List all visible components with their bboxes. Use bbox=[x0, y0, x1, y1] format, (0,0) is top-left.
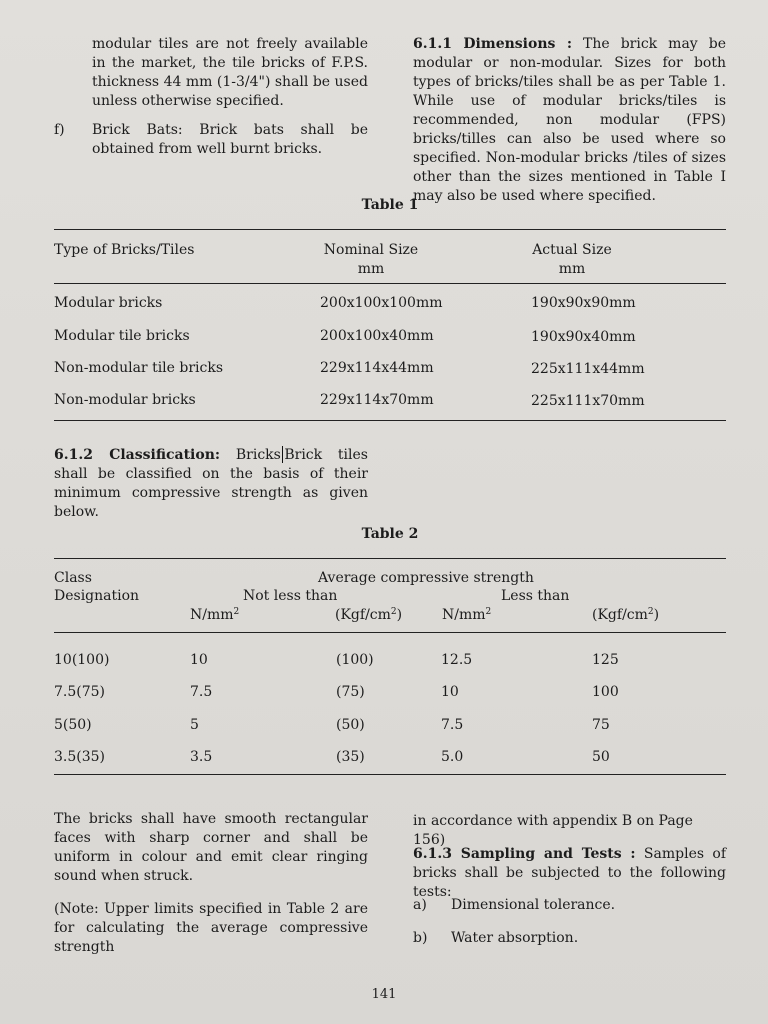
table1-cell-type: Non-modular tile bricks bbox=[54, 360, 224, 376]
paragraph-brick-faces: The bricks shall have smooth rectangular faces with sharp corner and shall be uniform in colour and emit clear ringing sound when struck. bbox=[54, 811, 368, 884]
table1-header-actual-unit: mm bbox=[558, 261, 586, 277]
table2-top-rule bbox=[54, 558, 726, 559]
table2-cell-nl-n: 10 bbox=[190, 652, 208, 668]
section-6-1-3-text: Samples of bricks shall be subjected to the following tests: bbox=[413, 846, 726, 900]
table1-cell-nominal: 229x114x44mm bbox=[320, 360, 434, 376]
table2-header-designation: Designation bbox=[54, 588, 140, 604]
table1-bottom-rule bbox=[54, 420, 726, 421]
section-6-1-2-classification bbox=[54, 446, 368, 522]
table2-header-rule bbox=[54, 632, 726, 633]
paragraph-modular-tiles: modular tiles are not freely available in the market, the tile bricks of F.P.S. thickness 44 mm (1-3/4") shall be used unless otherwise specified. bbox=[92, 36, 368, 109]
table2-cell-lt-kgf: 75 bbox=[592, 717, 610, 733]
table1-cell-type: Modular bricks bbox=[54, 295, 163, 311]
table2-cell-lt-kgf: 125 bbox=[592, 652, 619, 668]
table2-cell-lt-n: 5.0 bbox=[441, 749, 464, 765]
table2-cell-class: 3.5(35) bbox=[54, 749, 106, 765]
paragraph-appendix-continuation: in accordance with appendix B on Page 156) bbox=[413, 813, 693, 848]
item-f-brick-bats: Brick Bats: Brick bats shall be obtained from well burnt bricks. bbox=[92, 122, 368, 157]
table2-cell-nl-n: 5 bbox=[190, 717, 199, 733]
table2-cell-class: 10(100) bbox=[54, 652, 110, 668]
table1-header-nominal: Nominal Size bbox=[323, 242, 419, 258]
list-item-text: Dimensional tolerance. bbox=[451, 897, 616, 913]
table1-header-nominal-unit: mm bbox=[357, 261, 385, 277]
classification-text-rest: Brick tiles shall be classified on the basis of their minimum compressive strength as given below. bbox=[54, 447, 368, 520]
table2-cell-lt-kgf: 100 bbox=[592, 684, 619, 700]
table2-cell-class: 7.5(75) bbox=[54, 684, 106, 700]
table2-cell-lt-n: 7.5 bbox=[441, 717, 464, 733]
table2-cell-nl-n: 3.5 bbox=[190, 749, 213, 765]
table1-cell-type: Non-modular bricks bbox=[54, 392, 196, 408]
table1-top-rule bbox=[54, 229, 726, 230]
table2-cell-nl-n: 7.5 bbox=[190, 684, 213, 700]
list-item-label: a) bbox=[413, 897, 427, 913]
table2-header-less-than: Less than bbox=[501, 588, 570, 604]
table1-cell-actual: 225x111x70mm bbox=[531, 393, 645, 409]
table2-header-lt-n-mm2: $N/mm^2$ bbox=[442, 607, 492, 623]
table2-header-nl-kgf-cm2: $(Kgf/cm^2)$ bbox=[335, 607, 403, 623]
section-6-1-3-heading: 6.1.3 Sampling and Tests : bbox=[413, 846, 636, 862]
page-number: 141 bbox=[371, 987, 397, 1002]
table2-cell-lt-n: 12.5 bbox=[441, 652, 473, 668]
table1-cell-nominal: 229x114x70mm bbox=[320, 392, 434, 408]
table2-cell-nl-kgf: (50) bbox=[336, 717, 365, 733]
table2-title: Table 2 bbox=[361, 526, 419, 542]
section-6-1-2-heading: 6.1.2 Classification: bbox=[54, 447, 221, 463]
list-item-label: b) bbox=[413, 930, 428, 946]
table2-cell-lt-n: 10 bbox=[441, 684, 459, 700]
table1-header-actual: Actual Size bbox=[532, 242, 612, 258]
table2-cell-class: 5(50) bbox=[54, 717, 92, 733]
table1-cell-nominal: 200x100x40mm bbox=[320, 328, 434, 344]
table1-cell-type: Modular tile bricks bbox=[54, 328, 190, 344]
item-f-label: f) bbox=[54, 122, 65, 138]
section-6-1-1-heading: 6.1.1 Dimensions : bbox=[413, 36, 572, 52]
section-6-1-3-sampling bbox=[413, 845, 726, 902]
table2-cell-lt-kgf: 50 bbox=[592, 749, 610, 765]
table2-header-lt-kgf-cm2: $(Kgf/cm^2)$ bbox=[592, 607, 660, 623]
table1-cell-actual: 225x111x44mm bbox=[531, 361, 645, 377]
table2-cell-nl-kgf: (75) bbox=[336, 684, 365, 700]
table1-header-type: Type of Bricks/Tiles bbox=[54, 242, 195, 258]
table1-cell-nominal: 200x100x100mm bbox=[320, 295, 443, 311]
table2-cell-nl-kgf: (35) bbox=[336, 749, 365, 765]
table1-header-rule bbox=[54, 283, 726, 284]
table2-header-nl-n-mm2: $N/mm^2$ bbox=[190, 607, 240, 623]
classification-text-bricks: Bricks bbox=[235, 447, 281, 463]
list-item-text: Water absorption. bbox=[451, 930, 579, 946]
table1-title: Table 1 bbox=[361, 197, 419, 213]
table2-cell-nl-kgf: (100) bbox=[336, 652, 374, 668]
table2-header-average-strength: Average compressive strength bbox=[318, 570, 534, 586]
paragraph-note-upper-limits: (Note: Upper limits specified in Table 2 are for calculating the average compressive strength bbox=[54, 901, 368, 955]
table2-header-class: Class bbox=[54, 570, 92, 586]
table1-cell-actual: 190x90x40mm bbox=[531, 329, 636, 345]
section-6-1-1-text: The brick may be modular or non-modular. Sizes for both types of bricks/tiles shall be as per Table 1. While use of modular bricks/tiles is recommended, non modular (FPS) bricks/tilles can also be used where so specified. Non-modular bricks /tiles of sizes other than the sizes mentioned in Table I may also be used where specified. bbox=[413, 36, 726, 204]
table2-header-not-less-than: Not less than bbox=[243, 588, 338, 604]
table1-cell-actual: 190x90x90mm bbox=[531, 295, 636, 311]
section-6-1-1-dimensions bbox=[413, 35, 726, 206]
table2-bottom-rule bbox=[54, 774, 726, 775]
